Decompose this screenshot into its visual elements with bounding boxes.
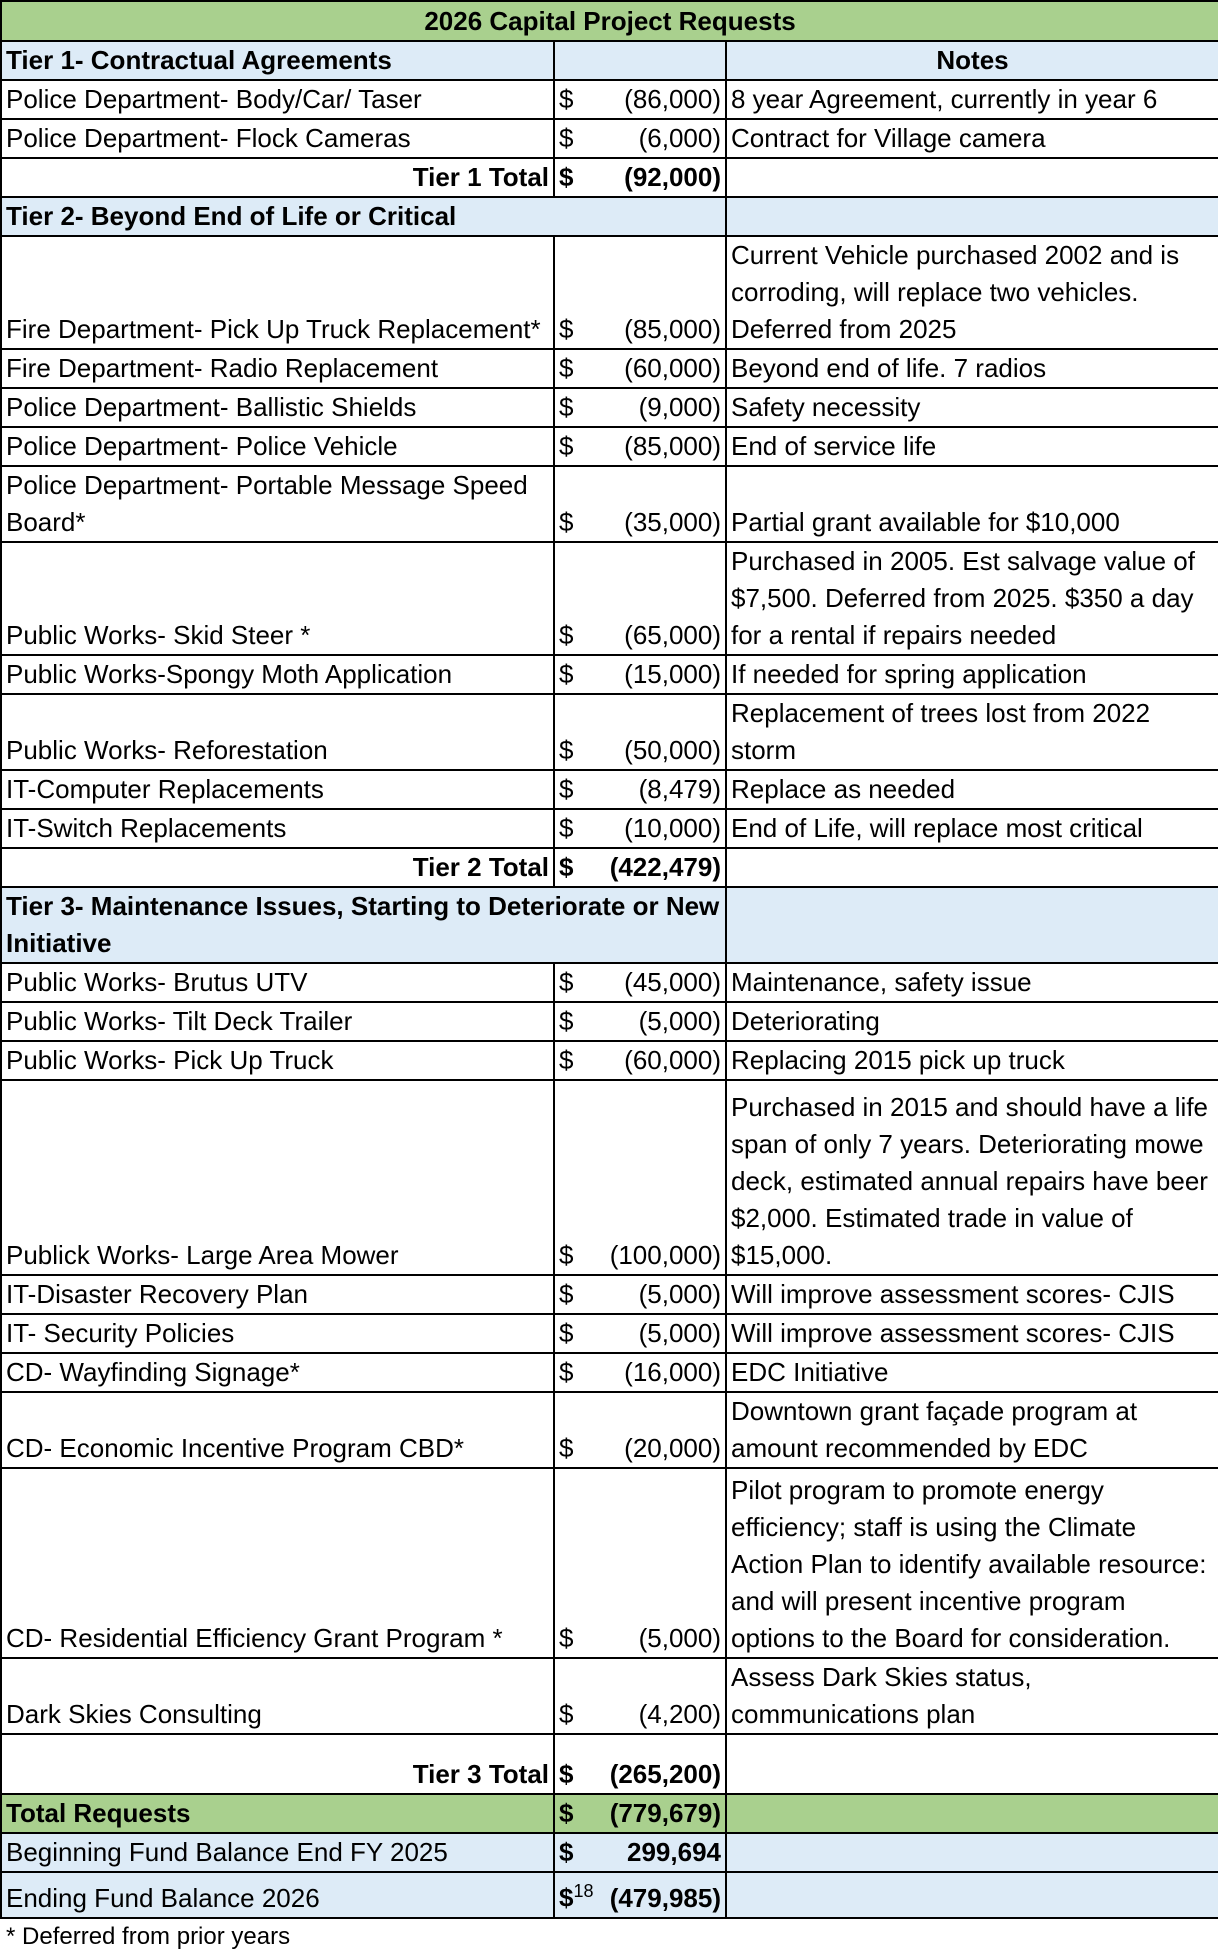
dollar-sign: $	[559, 123, 574, 153]
empty-cell	[726, 1794, 1218, 1833]
footnote: * Deferred from prior years	[6, 1922, 291, 1950]
table-row	[1, 542, 1218, 655]
dollar-sign: $	[559, 392, 574, 422]
project-notes: EDC Initiative	[726, 1353, 1218, 1392]
dollar-sign: $	[559, 1318, 574, 1348]
tier3-total-row	[1, 1734, 1218, 1794]
project-description: Public Works- Skid Steer *	[1, 542, 554, 655]
dollar-sign: $	[559, 813, 574, 843]
project-description: Police Department- Ballistic Shields	[1, 388, 554, 427]
amount-cell	[554, 349, 726, 388]
notes-header	[726, 197, 1218, 236]
table-row	[1, 809, 1218, 848]
dollar-sign: $	[559, 1798, 574, 1828]
project-notes: Current Vehicle purchased 2002 and is corroding, will replace two vehicles. Deferred from 2025	[726, 236, 1218, 349]
amount-cell	[554, 1041, 726, 1080]
amount-cell	[554, 1353, 726, 1392]
amount-cell	[554, 809, 726, 848]
project-notes: Purchased in 2005. Est salvage value of $7,500. Deferred from 2025. $350 a day for a rental if repairs needed	[726, 542, 1218, 655]
dollar-sign: $	[559, 84, 574, 114]
project-description: IT-Switch Replacements	[1, 809, 554, 848]
amount-value: (60,000)	[624, 1045, 721, 1075]
tier1-total-row	[1, 158, 1218, 197]
tier2-total-label: Tier 2 Total	[1, 848, 554, 887]
table-row	[1, 1392, 1218, 1468]
tier2-header-row	[1, 197, 1218, 236]
project-description: Police Department- Portable Message Speed Board*	[1, 466, 554, 542]
tier2-header: Tier 2- Beyond End of Life or Critical	[1, 197, 726, 236]
dollar-sign: $	[559, 1623, 574, 1653]
amount-value: (100,000)	[609, 1240, 721, 1270]
grand_total-label: Total Requests	[1, 1794, 554, 1833]
amount-cell	[554, 1872, 726, 1918]
amount-value: (265,200)	[609, 1759, 721, 1789]
beginning_balance-row	[1, 1833, 1218, 1872]
amount-value: (86,000)	[624, 84, 721, 114]
grand_total-row	[1, 1794, 1218, 1833]
project-notes: Beyond end of life. 7 radios	[726, 349, 1218, 388]
table-row	[1, 1658, 1218, 1734]
amount-value: (92,000)	[624, 162, 721, 192]
notes-header: Notes	[726, 41, 1218, 80]
dollar-sign: $	[559, 353, 574, 383]
project-notes: Safety necessity	[726, 388, 1218, 427]
table-row	[1, 119, 1218, 158]
table-row	[1, 1080, 1218, 1275]
dollar-sign: $	[559, 1357, 574, 1387]
project-description: Fire Department- Radio Replacement	[1, 349, 554, 388]
amount-value: (4,200)	[638, 1699, 721, 1729]
ending_balance-row	[1, 1872, 1218, 1918]
empty-cell	[554, 41, 726, 80]
project-description: Public Works- Brutus UTV	[1, 963, 554, 1002]
project-notes: Pilot program to promote energy efficiency; staff is using the Climate Action Plan to identify available resource: and will present incentive program options to the Board for consideration.	[726, 1468, 1218, 1658]
table-row	[1, 1002, 1218, 1041]
amount-value: (779,679)	[609, 1798, 721, 1828]
amount-value: (5,000)	[638, 1279, 721, 1309]
project-notes: Deteriorating	[726, 1002, 1218, 1041]
amount-cell	[554, 1734, 726, 1794]
dollar-sign: $	[559, 774, 574, 804]
project-description: CD- Economic Incentive Program CBD*	[1, 1392, 554, 1468]
project-notes: Partial grant available for $10,000	[726, 466, 1218, 542]
project-description: Public Works- Pick Up Truck	[1, 1041, 554, 1080]
amount-value: 299,694	[627, 1837, 721, 1867]
amount-value: (9,000)	[638, 392, 721, 422]
amount-value: (5,000)	[638, 1623, 721, 1653]
page-number: 18	[573, 1881, 594, 1901]
amount-cell	[554, 158, 726, 197]
amount-cell	[554, 1392, 726, 1468]
beginning_balance-label: Beginning Fund Balance End FY 2025	[1, 1833, 554, 1872]
dollar-sign: $	[559, 1837, 574, 1867]
tier1-total-label: Tier 1 Total	[1, 158, 554, 197]
amount-value: (16,000)	[624, 1357, 721, 1387]
tier2-total-row	[1, 848, 1218, 887]
amount-cell	[554, 1833, 726, 1872]
amount-cell	[554, 427, 726, 466]
dollar-sign: $	[559, 1045, 574, 1075]
table-row	[1, 770, 1218, 809]
dollar-sign: $	[559, 431, 574, 461]
amount-cell	[554, 963, 726, 1002]
dollar-sign: $	[559, 1006, 574, 1036]
dollar-sign: $	[559, 620, 574, 650]
project-notes: End of service life	[726, 427, 1218, 466]
amount-cell	[554, 119, 726, 158]
table-row	[1, 694, 1218, 770]
dollar-sign: $	[559, 1433, 574, 1463]
dollar-sign: $	[559, 967, 574, 997]
amount-cell	[554, 1314, 726, 1353]
title-row	[1, 1, 1218, 41]
tier3-total-label: Tier 3 Total	[1, 1734, 554, 1794]
project-description: IT-Computer Replacements	[1, 770, 554, 809]
table-row	[1, 1353, 1218, 1392]
project-description: Police Department- Body/Car/ Taser	[1, 80, 554, 119]
dollar-sign: \$$^{18}$	[559, 1881, 594, 1913]
project-description: Police Department- Flock Cameras	[1, 119, 554, 158]
amount-cell	[554, 1794, 726, 1833]
project-notes: 8 year Agreement, currently in year 6	[726, 80, 1218, 119]
amount-value: (50,000)	[624, 735, 721, 765]
project-notes: If needed for spring application	[726, 655, 1218, 694]
amount-cell	[554, 80, 726, 119]
amount-value: (60,000)	[624, 353, 721, 383]
amount-cell	[554, 1275, 726, 1314]
tier3-header-row	[1, 887, 1218, 963]
amount-value: (479,985)	[609, 1882, 721, 1913]
dollar-sign: $	[559, 735, 574, 765]
dollar-sign: $	[559, 507, 574, 537]
table-row	[1, 427, 1218, 466]
table-row	[1, 80, 1218, 119]
project-description: Public Works- Reforestation	[1, 694, 554, 770]
amount-cell	[554, 1468, 726, 1658]
project-description: CD- Residential Efficiency Grant Program *	[1, 1468, 554, 1658]
amount-value: (85,000)	[624, 314, 721, 344]
project-notes: Purchased in 2015 and should have a life span of only 7 years. Deteriorating mowe deck, estimated annual repairs have beer $2,000. Estimated trade in value of $15,000.	[726, 1080, 1218, 1275]
dollar-sign: $	[559, 659, 574, 689]
dollar-sign: $	[559, 1279, 574, 1309]
amount-value: (10,000)	[624, 813, 721, 843]
project-notes: Maintenance, safety issue	[726, 963, 1218, 1002]
project-description: CD- Wayfinding Signage*	[1, 1353, 554, 1392]
amount-cell	[554, 388, 726, 427]
amount-cell	[554, 236, 726, 349]
amount-value: (15,000)	[624, 659, 721, 689]
amount-cell	[554, 466, 726, 542]
amount-cell	[554, 694, 726, 770]
project-notes: Will improve assessment scores- CJIS	[726, 1275, 1218, 1314]
table-row	[1, 1275, 1218, 1314]
empty-cell	[726, 1833, 1218, 1872]
tier3-header: Tier 3- Maintenance Issues, Starting to Deteriorate or New Initiative	[1, 887, 726, 963]
amount-cell	[554, 1080, 726, 1275]
project-notes: Replacement of trees lost from 2022 storm	[726, 694, 1218, 770]
table-row	[1, 963, 1218, 1002]
project-notes: Replacing 2015 pick up truck	[726, 1041, 1218, 1080]
table-row	[1, 655, 1218, 694]
project-notes: Assess Dark Skies status, communications plan	[726, 1658, 1218, 1734]
ending_balance-label: Ending Fund Balance 2026	[1, 1872, 554, 1918]
amount-value: (35,000)	[624, 507, 721, 537]
amount-value: (65,000)	[624, 620, 721, 650]
dollar-sign: $	[559, 1240, 574, 1270]
empty-cell	[726, 848, 1218, 887]
project-notes: Downtown grant façade program at amount recommended by EDC	[726, 1392, 1218, 1468]
empty-cell	[726, 1734, 1218, 1794]
amount-cell	[554, 1658, 726, 1734]
project-notes: Replace as needed	[726, 770, 1218, 809]
dollar-sign: $	[559, 1699, 574, 1729]
dollar-sign: $	[559, 852, 574, 882]
project-notes: Contract for Village camera	[726, 119, 1218, 158]
amount-value: (8,479)	[638, 774, 721, 804]
project-description: Public Works- Tilt Deck Trailer	[1, 1002, 554, 1041]
table-row	[1, 388, 1218, 427]
empty-cell	[726, 158, 1218, 197]
amount-value: (20,000)	[624, 1433, 721, 1463]
dollar-sign: $	[559, 162, 574, 192]
amount-cell	[554, 1002, 726, 1041]
project-notes: Will improve assessment scores- CJIS	[726, 1314, 1218, 1353]
amount-value: (422,479)	[609, 852, 721, 882]
table-row	[1, 349, 1218, 388]
project-notes: End of Life, will replace most critical	[726, 809, 1218, 848]
amount-cell	[554, 655, 726, 694]
table-row	[1, 1041, 1218, 1080]
notes-header	[726, 887, 1218, 963]
amount-cell	[554, 770, 726, 809]
page-title: 2026 Capital Project Requests	[1, 1, 1218, 41]
empty-cell	[726, 1872, 1218, 1918]
amount-cell	[554, 542, 726, 655]
project-description: IT- Security Policies	[1, 1314, 554, 1353]
project-description: Dark Skies Consulting	[1, 1658, 554, 1734]
amount-value: (5,000)	[638, 1006, 721, 1036]
table-row	[1, 1314, 1218, 1353]
project-description: Fire Department- Pick Up Truck Replacement*	[1, 236, 554, 349]
dollar-sign: $	[559, 1759, 574, 1789]
amount-value: (45,000)	[624, 967, 721, 997]
dollar-sign: $	[559, 314, 574, 344]
tier1-header-row	[1, 41, 1218, 80]
amount-value: (5,000)	[638, 1318, 721, 1348]
project-description: IT-Disaster Recovery Plan	[1, 1275, 554, 1314]
table-row	[1, 466, 1218, 542]
table-row	[1, 236, 1218, 349]
amount-value: (85,000)	[624, 431, 721, 461]
table-row	[1, 1468, 1218, 1658]
amount-cell	[554, 848, 726, 887]
project-description: Police Department- Police Vehicle	[1, 427, 554, 466]
project-description: Public Works-Spongy Moth Application	[1, 655, 554, 694]
tier1-header: Tier 1- Contractual Agreements	[1, 41, 554, 80]
project-description: Publick Works- Large Area Mower	[1, 1080, 554, 1275]
amount-value: (6,000)	[638, 123, 721, 153]
